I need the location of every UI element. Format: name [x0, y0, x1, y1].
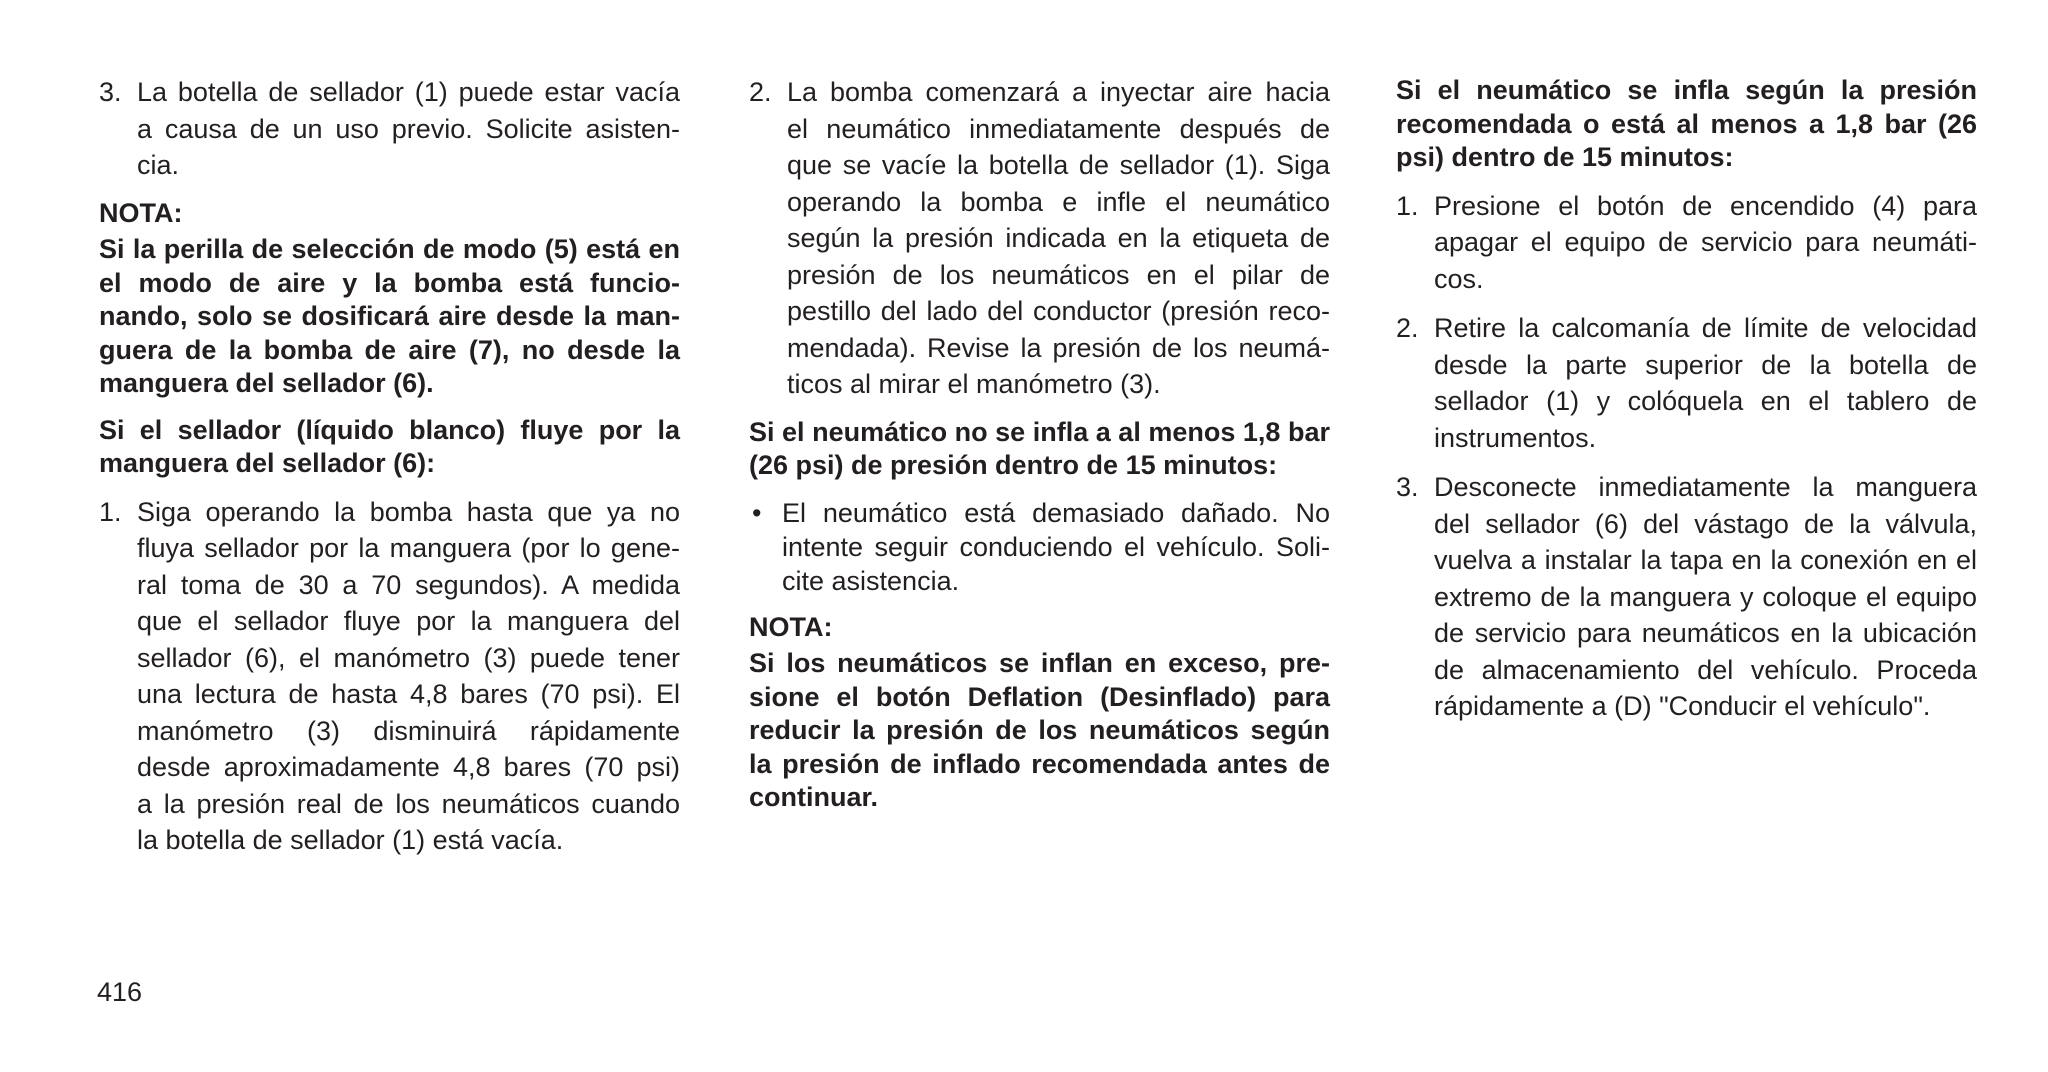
text-line: la presión de inflado recomendada antes de: [749, 748, 1330, 779]
text-line: presión de los neumáticos en el pilar de: [787, 259, 1330, 290]
text-line: cos.: [1434, 263, 1484, 294]
text-line: rápidamente a (D) "Conducir el vehículo".: [1434, 691, 1931, 721]
text-line: sione el botón Deflation (Desinflado) para: [749, 681, 1330, 712]
page-number: 416: [97, 977, 143, 1007]
numbered-item: [1396, 188, 1977, 298]
bullet-item: [749, 496, 1330, 598]
text-line: del sellador (6) del vástago de la válvula,: [1434, 508, 1977, 539]
text-line: de servicio para neumáticos en la ubicación: [1434, 618, 1977, 648]
text-line: Retire la calcomanía de límite de velocidad: [1434, 313, 1977, 343]
text-line: la botella de sellador (1) está vacía.: [137, 825, 564, 855]
bold-heading: [99, 414, 680, 481]
item-number: 3.: [99, 77, 122, 107]
text-line: La botella de sellador (1) puede estar vacía: [137, 77, 680, 107]
bullet-marker: •: [752, 497, 762, 528]
text-line: sellador (6), el manómetro (3) puede tener: [137, 642, 680, 673]
text-line: fluya sellador por la manguera (por lo gene-: [137, 533, 680, 563]
text-line: operando la bomba e infle el neumático: [787, 186, 1330, 217]
column-right: [1396, 74, 1977, 725]
text-line: Desconecte inmediatamente la manguera: [1434, 472, 1977, 502]
text-line: reducir la presión de los neumáticos según: [749, 715, 1330, 745]
text-line: ticos al mirar el manómetro (3).: [787, 369, 1161, 399]
text-line: Si la perilla de selección de modo (5) está en: [99, 234, 680, 264]
text-line: instrumentos.: [1434, 422, 1597, 453]
text-line: (26 psi) de presión dentro de 15 minutos:: [749, 450, 1278, 480]
bold-paragraph: [99, 233, 680, 401]
text-line: continuar.: [749, 782, 879, 812]
item-number: 2.: [749, 77, 772, 107]
text-line: Si el neumático se infla según la presión: [1396, 75, 1977, 105]
text-line: extremo de la manguera y coloque el equipo: [1434, 581, 1977, 612]
text-line: manómetro (3) disminuirá rápidamente: [137, 715, 680, 746]
bold-paragraph: [749, 647, 1330, 815]
text-line: que el sellador fluye por la manguera del: [137, 606, 680, 636]
text-line: desde la parte superior de la botella de: [1434, 349, 1977, 380]
text-line: intente seguir conduciendo el vehículo. Soli-: [782, 531, 1330, 562]
text-line: cite asistencia.: [782, 565, 960, 596]
text-line: el neumático inmediatamente después de: [787, 113, 1330, 144]
text-line: manguera del sellador (6):: [99, 448, 436, 478]
column-middle: [749, 74, 1330, 815]
text-line: El neumático está demasiado dañado. No: [782, 497, 1330, 528]
note-label: NOTA:: [749, 611, 833, 642]
text-line: a causa de un uso previo. Solicite asisten-: [137, 113, 680, 144]
text-line: de almacenamiento del vehículo. Proceda: [1434, 654, 1977, 685]
text-line: desde aproximadamente 4,8 bares (70 psi): [137, 752, 680, 782]
text-line: el modo de aire y la bomba está funcio-: [99, 267, 680, 298]
bold-heading: [749, 416, 1330, 483]
text-line: psi) dentro de 15 minutos:: [1396, 142, 1734, 172]
text-line: Si el sellador (líquido blanco) fluye por la: [99, 414, 680, 445]
text-line: a la presión real de los neumáticos cuando: [137, 788, 680, 819]
numbered-item: [99, 494, 680, 859]
numbered-item: [1396, 310, 1977, 456]
text-line: Presione el botón de encendido (4) para: [1434, 190, 1977, 221]
item-number: 1.: [1396, 190, 1419, 221]
bold-heading: [1396, 74, 1977, 175]
text-line: Si el neumático no se infla a al menos 1,8 bar: [749, 416, 1330, 447]
text-line: La bomba comenzará a inyectar aire hacia: [787, 77, 1330, 107]
numbered-item: [1396, 469, 1977, 725]
text-line: manguera del sellador (6).: [99, 368, 434, 398]
text-line: una lectura de hasta 4,8 bares (70 psi). El: [137, 679, 680, 709]
note-label: NOTA:: [99, 197, 183, 228]
text-line: cia.: [137, 150, 180, 180]
text-line: Si los neumáticos se inflan en exceso, pre-: [749, 648, 1330, 678]
text-line: según la presión indicada en la etiqueta de: [787, 223, 1330, 253]
text-line: que se vacíe la botella de sellador (1). Siga: [787, 150, 1330, 180]
text-line: recomendada o está al menos a 1,8 bar (26: [1396, 108, 1977, 139]
text-line: vuelva a instalar la tapa en la conexión en el: [1434, 545, 1977, 575]
text-line: nando, solo se dosificará aire desde la man-: [99, 301, 680, 331]
text-line: sellador (1) y colóquela en el tablero de: [1434, 386, 1977, 416]
text-line: pestillo del lado del conductor (presión reco-: [787, 296, 1330, 326]
item-number: 2.: [1396, 313, 1419, 343]
column-left: [99, 74, 680, 859]
item-number: 3.: [1396, 472, 1419, 502]
text-line: Siga operando la bomba hasta que ya no: [137, 496, 680, 527]
text-line: ral toma de 30 a 70 segundos). A medida: [137, 569, 680, 600]
text-line: mendada). Revise la presión de los neumá-: [787, 332, 1330, 363]
item-number: 1.: [99, 496, 122, 527]
text-line: apagar el equipo de servicio para neumáti-: [1434, 227, 1977, 257]
numbered-item: [99, 74, 680, 184]
numbered-item: [749, 74, 1330, 403]
text-line: guera de la bomba de aire (7), no desde la: [99, 334, 680, 365]
